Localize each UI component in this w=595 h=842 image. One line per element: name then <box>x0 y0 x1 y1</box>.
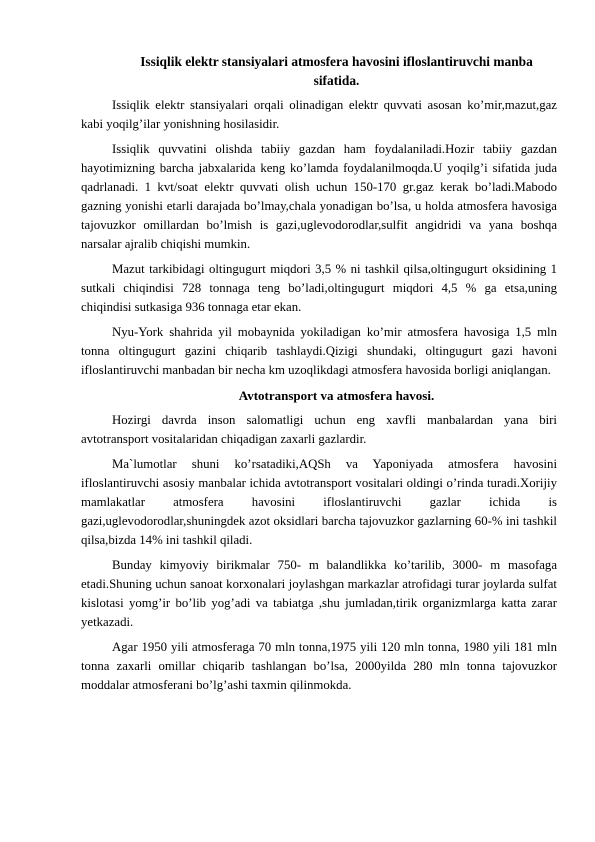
paragraph: Bunday kimyoviy birikmalar 750- m balandlikka ko’tarilib, 3000- m masofaga etadi.Shuning uchun sanoat korxonalari joylashgan markazlar atrofidagi turar joylarda sulfat kislotasi yomg’ir bo’lib yog’adi va tabiatga ,shu jumladan,tirik organizmlarga katta zarar yetkazadi. <box>81 558 557 629</box>
document-title: Issiqlik elektr stansiyalari atmosfera havosini ifloslantiruvchi manba sifatida. <box>140 54 533 88</box>
paragraph: Issiqlik elektr stansiyalari orqali olinadigan elektr quvvati asosan ko’mir,mazut,gaz kabi yoqilg’ilar yonishning hosilasidir. <box>81 98 557 131</box>
paragraph: Mazut tarkibidagi oltingugurt miqdori 3,5 % ni tashkil qilsa,oltingugurt oksidining 1 sutkali chiqindisi 728 tonnaga teng bo’ladi,oltingugurt miqdori 4,5 % ga etsa,uning chiqindisi sutkasiga 936 tonnaga etar ekan. <box>81 262 557 314</box>
paragraph: Issiqlik quvvatini olishda tabiiy gazdan ham foydalaniladi.Hozir tabiiy gazdan hayotimizning barcha jabxalarida keng ko’lamda foydalanilmoqda.U yoqilg’i sifatida juda qadrlanadi. 1 kvt/soat elektr quvvati olish uchun 150-170 gr.gaz kerak bo’ladi.Mabodo gazning yonishi etarli darajada bo’lmay,chala yonadigan bo’lsa, u holda atmosfera havosiga tajovuzkor omillardan bo’lmish is gazi,uglevodorodlar,sulfit angidridi va yana boshqa narsalar ajralib chiqishi mumkin. <box>81 142 557 251</box>
paragraph: Nyu-York shahrida yil mobaynida yokiladigan ko’mir atmosfera havosiga 1,5 mln tonna oltingugurt gazini chiqarib tashlaydi.Qizigi shundaki, oltingugurt gazi havoni ifloslantiruvchi manbadan bir necha km uzoqlikdagi atmosfera havosida borligi aniqlangan. <box>81 325 557 377</box>
paragraph: Ma`lumotlar shuni ko’rsatadiki,AQSh va Yaponiyada atmosfera havosini ifloslantiruvchi asosiy manbalar ichida avtotransport vositalari oldingi o’rinda turadi.Xorijiy mamlakatlar atmosfera havosini ifloslantiruvchi gazlar ichida is gazi,uglevodorodlar,shuningdek azot oksidlari barcha tajovuzkor gazlarning 60-% ini tashkil qilsa,bizda 14% ini tashkil qiladi. <box>81 457 557 547</box>
paragraph: Hozirgi davrda inson salomatligi uchun eng xavfli manbalardan yana biri avtotransport vositalaridan chiqadigan zaxarli gazlardir. <box>81 413 557 446</box>
section-heading: Avtotransport va atmosfera havosi. <box>238 388 435 403</box>
paragraph: Agar 1950 yili atmosferaga 70 mln tonna,1975 yili 120 mln tonna, 1980 yili 181 mln tonna zaxarli omillar chiqarib tashlangan bo’lsa, 2000yilda 280 mln tonna tajovuzkor moddalar atmosferani bo’lg’ashi taxmin qilinmokda. <box>81 640 557 692</box>
